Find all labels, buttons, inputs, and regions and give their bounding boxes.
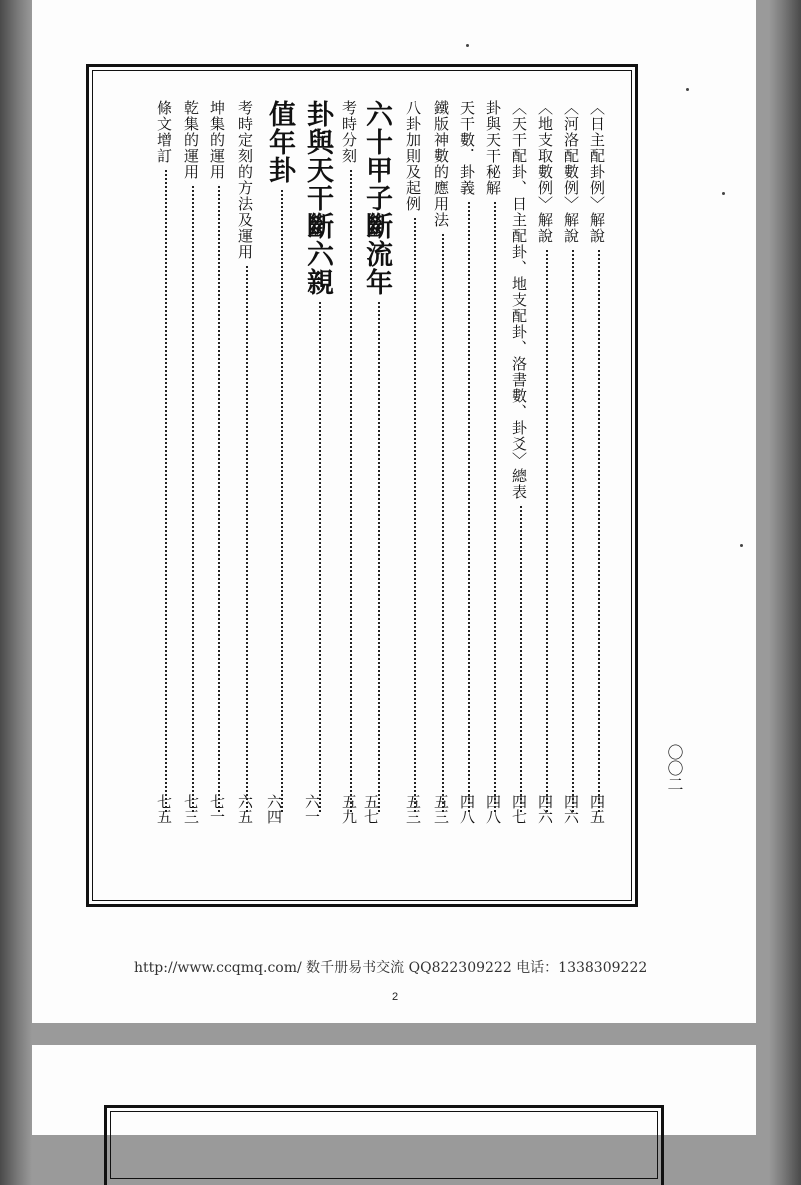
toc-leader-dots — [192, 186, 194, 812]
toc-entry-page: 五七 — [362, 794, 380, 824]
toc-entry-title: 乾集的運用 — [182, 100, 200, 180]
toc-entry-page: 六一 — [303, 794, 321, 824]
toc-entry-page: 七五 — [155, 794, 173, 824]
toc-entry-page: 五三 — [404, 794, 422, 824]
side-page-number: 〇〇二 — [665, 744, 684, 792]
toc-entry-page: 七一 — [208, 794, 226, 824]
toc-entry — [459, 100, 477, 945]
toc-entry — [363, 100, 393, 945]
toc-entry — [341, 100, 359, 945]
toc-leader-dots — [442, 234, 444, 812]
toc-entry-title: 鐵版神數的應用法 — [432, 100, 450, 228]
toc-entry — [511, 100, 529, 945]
toc-leader-dots — [350, 170, 352, 812]
scan-speck — [686, 88, 689, 91]
toc-entry-title: 〈地支取數例〉解說 — [536, 100, 554, 244]
toc-entry — [485, 100, 503, 945]
toc-entry-page: 四八 — [484, 794, 502, 824]
toc-entry-page: 四六 — [562, 794, 580, 824]
footer-page-index: 2 — [392, 991, 399, 1003]
toc-leader-dots — [165, 170, 167, 812]
toc-entry-title: 考時分刻 — [340, 100, 358, 164]
toc-entry-page: 四八 — [458, 794, 476, 824]
toc-entry-page: 四七 — [510, 794, 528, 824]
toc-entry-page: 六五 — [236, 794, 254, 824]
toc-leader-dots — [246, 266, 248, 812]
toc-leader-dots — [319, 302, 321, 812]
toc-leader-dots — [468, 202, 470, 812]
toc-entry-page: 七三 — [182, 794, 200, 824]
toc-leader-dots — [281, 190, 283, 812]
toc-entry-title: 六十甲子斷流年 — [361, 100, 392, 296]
toc-entry — [266, 100, 296, 945]
toc-leader-dots — [546, 250, 548, 812]
toc-entry — [405, 100, 423, 945]
toc-leader-dots — [494, 202, 496, 812]
toc-entry-title: 〈河洛配數例〉解說 — [562, 100, 580, 244]
toc-entry — [237, 100, 255, 945]
toc-entry — [537, 100, 555, 945]
toc-entry — [183, 100, 201, 945]
toc-leader-dots — [572, 250, 574, 812]
toc-entry — [563, 100, 581, 945]
toc-leader-dots — [598, 250, 600, 812]
toc-entry-title: 值年卦 — [264, 100, 295, 184]
toc-entry-page: 五九 — [340, 794, 358, 824]
toc-entry — [589, 100, 607, 945]
toc-entry-title: 條文增訂 — [155, 100, 173, 164]
toc-entry-page: 六四 — [265, 794, 283, 824]
scan-speck — [722, 192, 725, 195]
toc-entry-title: 考時定刻的方法及運用 — [236, 100, 254, 260]
toc-frame — [104, 1105, 664, 1185]
toc-entry-title: 天干數．卦義 — [458, 100, 476, 196]
toc-entry-title: 〈日主配卦例〉解說 — [588, 100, 606, 244]
toc-leader-dots — [414, 218, 416, 812]
toc-entry — [433, 100, 451, 945]
toc-entry-page: 四五 — [588, 794, 606, 824]
toc-entry — [209, 100, 227, 945]
footer-text: http://www.ccqmq.com/ 数千册易书交流 QQ822309222 电话：1338309222 — [134, 960, 648, 976]
toc-entry-title: 卦與天干斷六親 — [302, 100, 333, 296]
toc-leader-dots — [520, 506, 522, 812]
document-page — [32, 0, 756, 1023]
toc-entry — [304, 100, 334, 945]
scan-speck — [740, 544, 743, 547]
toc-entry-title: 八卦加則及起例 — [404, 100, 422, 212]
toc-leader-dots — [378, 302, 380, 812]
scan-speck — [466, 44, 469, 47]
toc-entry-title: 卦與天干秘解 — [484, 100, 502, 196]
toc-leader-dots — [218, 186, 220, 812]
toc-entry-title: 〈天干配卦、日主配卦、地支配卦、洛書數、卦爻〉總表 — [510, 100, 528, 500]
toc-entry-page: 五三 — [432, 794, 450, 824]
toc-entry-title: 坤集的運用 — [208, 100, 226, 180]
toc-entry-page: 四六 — [536, 794, 554, 824]
toc-entry — [156, 100, 174, 945]
